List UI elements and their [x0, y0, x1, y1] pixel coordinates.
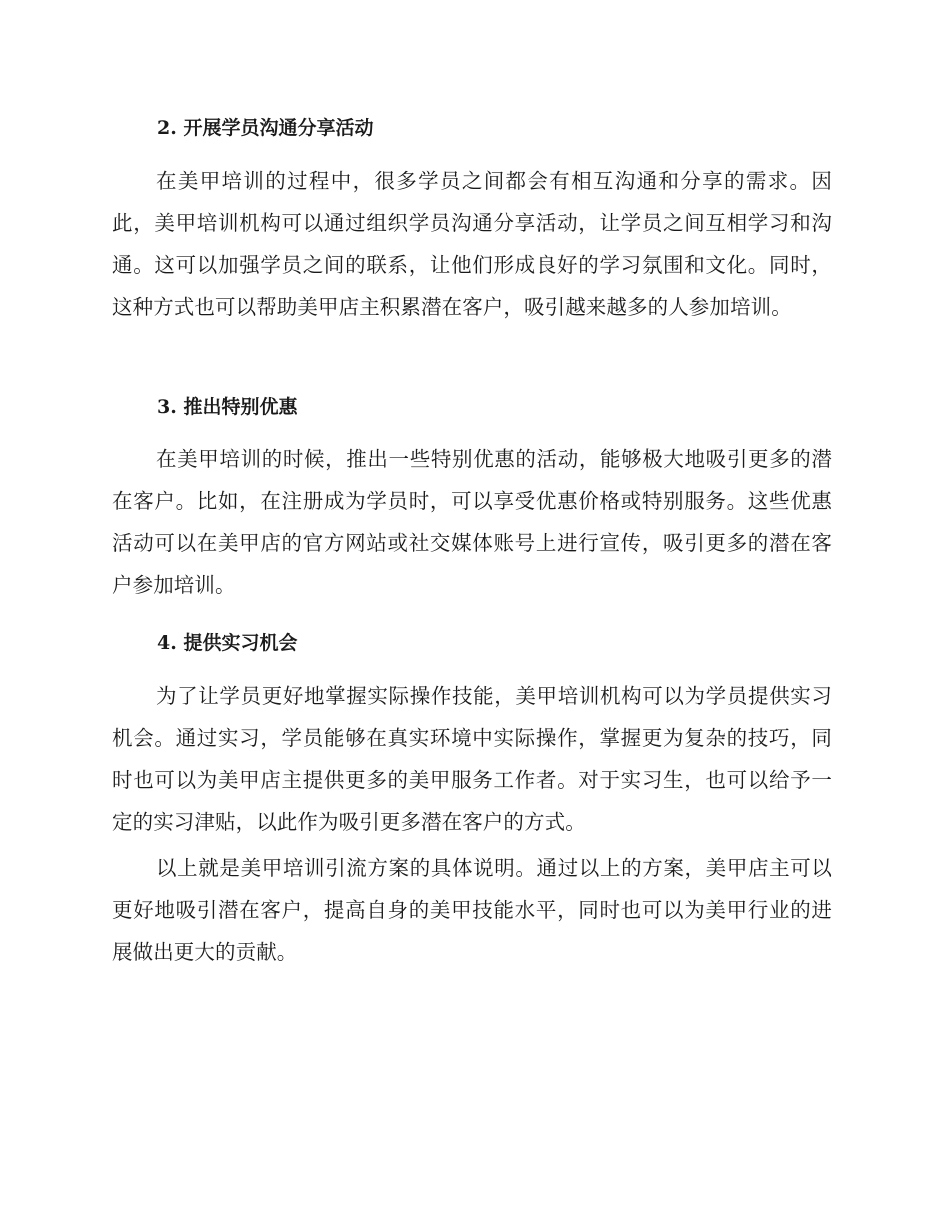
- section-heading-4: 4. 提供实习机会: [157, 632, 298, 654]
- section-heading-3: 3. 推出特别优惠: [157, 396, 298, 418]
- section-paragraph-2: 在美甲培训的过程中，很多学员之间都会有相互沟通和分享的需求。因此，美甲培训机构可以通过组织学员沟通分享活动，让学员之间互相学习和沟通。这可以加强学员之间的联系，让他们形成良好的学习氛围和文化。同时，这种方式也可以帮助美甲店主积累潜在客户，吸引越来越多的人参加培训。: [112, 169, 832, 319]
- conclusion-paragraph: 以上就是美甲培训引流方案的具体说明。通过以上的方案，美甲店主可以更好地吸引潜在客户，提高自身的美甲技能水平，同时也可以为美甲行业的进展做出更大的贡献。: [112, 856, 832, 964]
- section-heading-2: 2. 开展学员沟通分享活动: [157, 117, 374, 139]
- section-paragraph-4: 为了让学员更好地掌握实际操作技能，美甲培训机构可以为学员提供实习机会。通过实习，学员能够在真实环境中实际操作，掌握更为复杂的技巧，同时也可以为美甲店主提供更多的美甲服务工作者。对于实习生，也可以给予一定的实习津贴，以此作为吸引更多潜在客户的方式。: [112, 684, 832, 834]
- section-paragraph-3: 在美甲培训的时候，推出一些特别优惠的活动，能够极大地吸引更多的潜在客户。比如，在注册成为学员时，可以享受优惠价格或特别服务。这些优惠活动可以在美甲店的官方网站或社交媒体账号上进行宣传，吸引更多的潜在客户参加培训。: [112, 447, 832, 597]
